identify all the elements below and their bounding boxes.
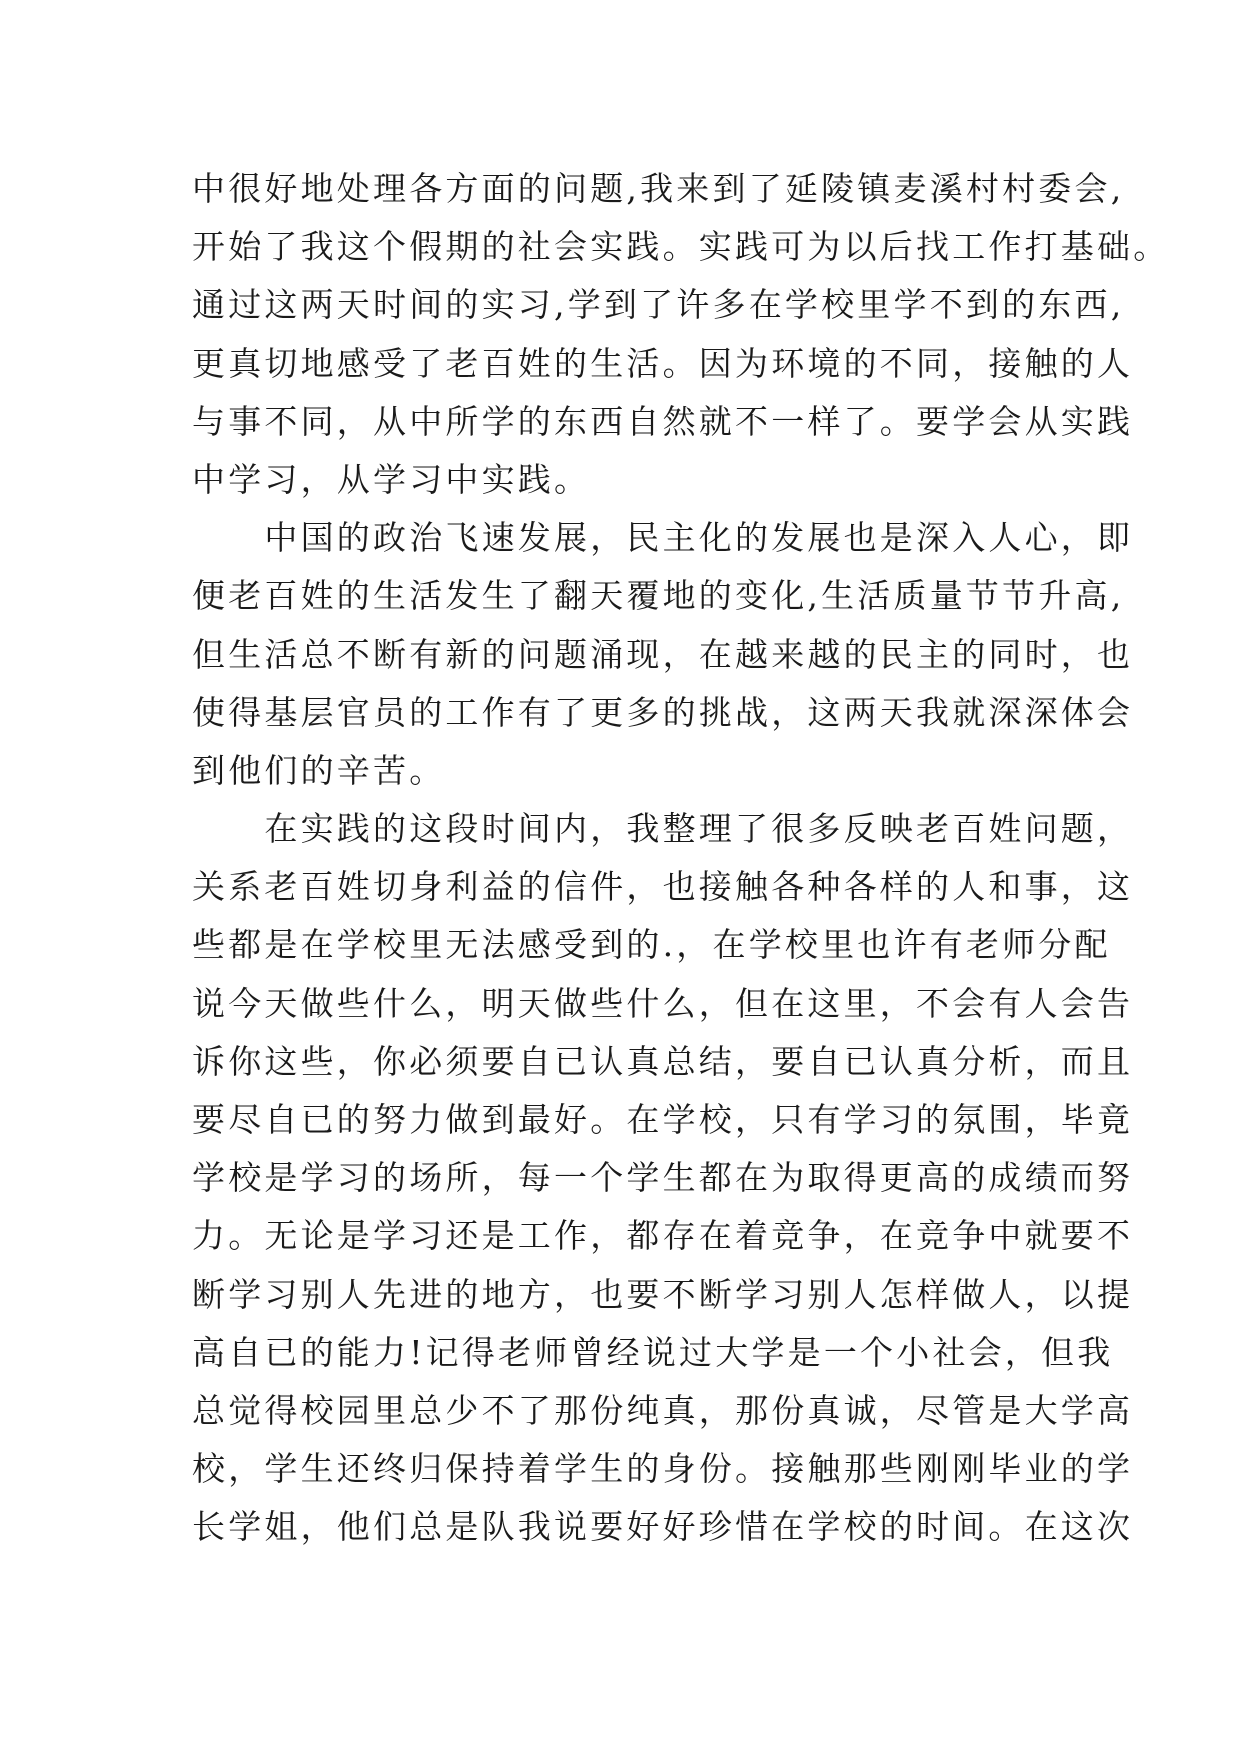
- text-line: 更真切地感受了老百姓的生活。因为环境的不同，接触的人: [192, 343, 1134, 383]
- text-line: 校，学生还终归保持着学生的身份。接触那些刚刚毕业的学: [192, 1449, 1134, 1489]
- text-line: 在实践的这段时间内，我整理了很多反映老百姓问题，: [192, 809, 1134, 849]
- text-line: 但生活总不断有新的问题涌现，在越来越的民主的同时，也: [192, 634, 1134, 674]
- text-line: 便老百姓的生活发生了翻天覆地的变化,生活质量节节升高,: [192, 576, 1125, 616]
- text-line: 关系老百姓切身利益的信件，也接触各种各样的人和事，这: [192, 867, 1134, 907]
- text-line: 长学姐，他们总是队我说要好好珍惜在学校的时间。在这次: [192, 1507, 1134, 1547]
- text-line: 要尽自已的努力做到最好。在学校，只有学习的氛围，毕竟: [192, 1100, 1134, 1139]
- text-line: 高自已的能力!记得老师曾经说过大学是一个小社会，但我: [192, 1332, 1114, 1372]
- text-line: 开始了我这个假期的社会实践。实践可为以后找工作打基础。: [192, 227, 1170, 267]
- text-line: 使得基层官员的工作有了更多的挑战，这两天我就深深体会: [192, 692, 1134, 732]
- text-line: 中学习，从学习中实践。: [192, 459, 591, 499]
- text-line: 到他们的辛苦。: [192, 750, 446, 790]
- text-line: 些都是在学校里无法感受到的.，在学校里也许有老师分配: [192, 925, 1111, 965]
- text-line: 力。无论是学习还是工作，都存在着竞争，在竞争中就要不: [192, 1216, 1134, 1256]
- text-line: 通过这两天时间的实习,学到了许多在学校里学不到的东西,: [192, 285, 1125, 325]
- text-line: 诉你这些，你必须要自已认真总结，要自已认真分析，而且: [192, 1041, 1134, 1081]
- text-line: 与事不同，从中所学的东西自然就不一样了。要学会从实践: [192, 401, 1134, 441]
- text-line: 说今天做些什么，明天做些什么，但在这里，不会有人会告: [192, 983, 1134, 1023]
- text-line: 学校是学习的场所，每一个学生都在为取得更高的成绩而努: [192, 1158, 1134, 1198]
- text-line: 总觉得校园里总少不了那份纯真，那份真诚，尽管是大学高: [192, 1390, 1134, 1430]
- text-line: 中国的政治飞速发展，民主化的发展也是深入人心，即: [192, 518, 1134, 558]
- text-line: 中很好地处理各方面的问题,我来到了延陵镇麦溪村村委会,: [192, 169, 1125, 208]
- document-body: [192, 160, 1170, 1557]
- text-line: 断学习别人先进的地方，也要不断学习别人怎样做人，以提: [192, 1274, 1134, 1314]
